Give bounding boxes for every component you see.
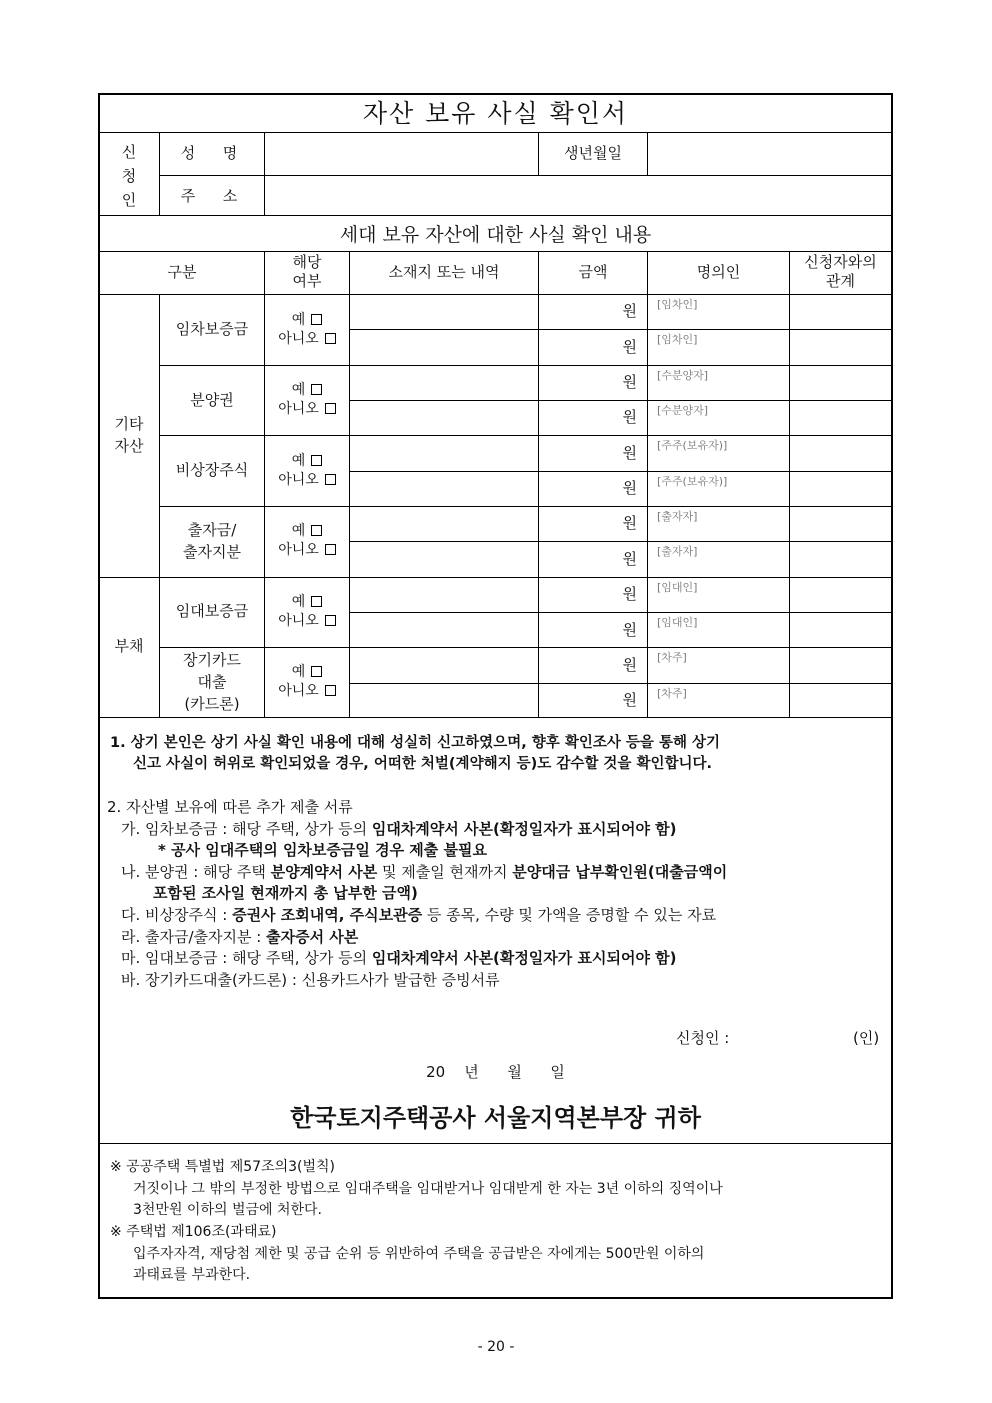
- item-lease-deposit: 임차보증금: [175, 320, 249, 338]
- note-2-ga: 가. 임차보증금 : 해당 주택, 상가 등의 임대차계약서 사본(확정일자가 표시되어야 함): [121, 820, 677, 838]
- item-card-loan: 장기카드 대출 (카드론): [183, 651, 241, 713]
- holder-hint: [출자자]: [657, 510, 698, 523]
- no-option[interactable]: 아니오: [265, 400, 349, 419]
- holder-hint: [수분양자]: [657, 369, 709, 382]
- no-option[interactable]: 아니오: [265, 541, 349, 560]
- checkbox-yes[interactable]: [311, 666, 322, 677]
- note-2-na: 나. 분양권 : 해당 주택 분양계약서 사본 및 제출일 현재까지 분양대금 납부확인원(대출금액이: [121, 863, 728, 881]
- amount-unit: 원: [622, 444, 637, 462]
- divider: [160, 365, 892, 366]
- applicable-presale-right: [265, 381, 349, 419]
- name-field[interactable]: [266, 134, 536, 173]
- note-2-ba: 바. 장기카드대출(카드론) : 신용카드사가 발급한 증빙서류: [121, 971, 500, 989]
- checkbox-yes[interactable]: [311, 314, 322, 325]
- col-holder: 명의인: [696, 263, 741, 281]
- no-option[interactable]: 아니오: [265, 471, 349, 490]
- col-location: 소재지 또는 내역: [388, 263, 500, 281]
- amount-unit: 원: [622, 479, 637, 497]
- col-amount: 금액: [578, 263, 608, 281]
- footer-1-title: ※ 공공주택 특별법 제57조의3(벌칙): [110, 1159, 336, 1175]
- page-number: - 20 -: [477, 1339, 515, 1355]
- applicable-unlisted-stock: [265, 452, 349, 490]
- holder-hint: [임대인]: [657, 581, 698, 594]
- divider: [350, 612, 892, 613]
- applicable-investment: [265, 522, 349, 560]
- divider: [350, 541, 892, 542]
- note-2-ga-note: * 공사 임대주택의 임차보증금일 경우 제출 불필요: [158, 841, 487, 859]
- checkbox-no[interactable]: [325, 685, 336, 696]
- no-option[interactable]: 아니오: [265, 612, 349, 631]
- section-title: 세대 보유 자산에 대한 사실 확인 내용: [339, 224, 652, 246]
- checkbox-no[interactable]: [325, 544, 336, 555]
- amount-unit: 원: [622, 656, 637, 674]
- applicable-lease-deposit: [265, 311, 349, 349]
- footer-2-line-2: 과태료를 부과한다.: [133, 1267, 251, 1283]
- note-2-na-line-2: 포함된 조사일 현재까지 총 납부한 금액): [153, 884, 418, 902]
- checkbox-no[interactable]: [325, 474, 336, 485]
- no-option[interactable]: 아니오: [265, 330, 349, 349]
- divider: [160, 647, 892, 648]
- divider: [160, 175, 892, 176]
- applicable-card-loan: [265, 663, 349, 701]
- applicable-rental-deposit: [265, 593, 349, 631]
- item-investment: 출자금/ 출자지분: [183, 521, 241, 561]
- name-label: 성 명: [180, 144, 244, 162]
- seal-mark: (인): [853, 1029, 880, 1047]
- holder-hint: [수분양자]: [657, 404, 709, 417]
- divider: [350, 471, 892, 472]
- holder-hint: [임대인]: [657, 616, 698, 629]
- divider: [264, 132, 265, 215]
- holder-hint: [차주]: [657, 687, 687, 700]
- divider: [647, 132, 648, 175]
- applicant-label: 신 청 인: [121, 143, 137, 209]
- item-presale-right: 분양권: [190, 391, 234, 409]
- item-rental-deposit: 임대보증금: [175, 602, 249, 620]
- amount-unit: 원: [622, 585, 637, 603]
- divider: [99, 251, 892, 252]
- divider: [99, 717, 892, 718]
- note-1-line-2: 신고 사실이 허위로 확인되었을 경우, 어떠한 처벌(계약해지 등)도 감수할 것을 확인합니다.: [133, 756, 713, 772]
- checkbox-yes[interactable]: [311, 525, 322, 536]
- yes-option[interactable]: 예: [265, 593, 349, 612]
- note-2-ma: 마. 임대보증금 : 해당 주택, 상가 등의 임대차계약서 사본(확정일자가 표시되어야 함): [121, 949, 677, 967]
- holder-hint: [임차인]: [657, 333, 698, 346]
- checkbox-yes[interactable]: [311, 455, 322, 466]
- col-applicable: 해당 여부: [292, 253, 322, 290]
- divider: [350, 400, 892, 401]
- amount-unit: 원: [622, 621, 637, 639]
- divider: [99, 215, 892, 216]
- date-line: 20 년 월 일: [426, 1063, 565, 1081]
- divider: [160, 506, 892, 507]
- checkbox-yes[interactable]: [311, 596, 322, 607]
- applicant-sign-field[interactable]: [745, 1026, 845, 1050]
- amount-unit: 원: [622, 550, 637, 568]
- amount-unit: 원: [622, 691, 637, 709]
- amount-unit: 원: [622, 302, 637, 320]
- divider: [99, 1143, 892, 1144]
- yes-option[interactable]: 예: [265, 452, 349, 471]
- address-label: 주 소: [180, 187, 244, 205]
- amount-unit: 원: [622, 514, 637, 532]
- form-title: 자산 보유 사실 확인서: [362, 99, 629, 128]
- yes-option[interactable]: 예: [265, 522, 349, 541]
- item-unlisted-stock: 비상장주식: [175, 461, 249, 479]
- divider: [350, 683, 892, 684]
- holder-hint: [임차인]: [657, 298, 698, 311]
- divider: [99, 577, 892, 578]
- amount-unit: 원: [622, 408, 637, 426]
- amount-unit: 원: [622, 373, 637, 391]
- holder-hint: [주주(보유자)]: [657, 439, 728, 452]
- checkbox-no[interactable]: [325, 403, 336, 414]
- footer-2-title: ※ 주택법 제106조(과태료): [110, 1224, 277, 1240]
- checkbox-no[interactable]: [325, 615, 336, 626]
- addressee: 한국토지주택공사 서울지역본부장 귀하: [290, 1104, 701, 1132]
- checkbox-no[interactable]: [325, 333, 336, 344]
- note-1-line-1: 1. 상기 본인은 상기 사실 확인 내용에 대해 성실히 신고하였으며, 향후 확인조사 등을 통해 상기: [110, 735, 721, 751]
- divider: [99, 294, 892, 295]
- yes-option[interactable]: 예: [265, 311, 349, 330]
- amount-unit: 원: [622, 338, 637, 356]
- group-other-assets: 기타 자산: [114, 415, 144, 455]
- divider: [160, 435, 892, 436]
- yes-option[interactable]: 예: [265, 663, 349, 682]
- checkbox-yes[interactable]: [311, 384, 322, 395]
- birth-field[interactable]: [649, 134, 890, 173]
- no-option[interactable]: 아니오: [265, 682, 349, 701]
- col-category: 구분: [167, 263, 197, 281]
- birth-label: 생년월일: [564, 144, 622, 162]
- footer-1-line-1: 거짓이나 그 밖의 부정한 방법으로 임대주택을 임대받거나 임대받게 한 자는 3년 이하의 징역이나: [133, 1181, 723, 1197]
- footer-1-line-2: 3천만원 이하의 벌금에 처한다.: [133, 1202, 322, 1218]
- footer-2-line-1: 입주자자격, 재당첨 제한 및 공급 순위 등 위반하여 주택을 공급받은 자에게는 500만원 이하의: [133, 1246, 705, 1262]
- note-2-ra: 라. 출자금/출자지분 : 출자증서 사본: [121, 928, 359, 946]
- applicant-sign-label: 신청인 :: [676, 1029, 730, 1047]
- divider: [350, 329, 892, 330]
- note-2-da: 다. 비상장주식 : 증권사 조회내역, 주식보관증 등 종목, 수량 및 가액을 증명할 수 있는 자료: [121, 906, 717, 924]
- divider: [99, 132, 892, 133]
- holder-hint: [주주(보유자)]: [657, 475, 728, 488]
- group-liabilities: 부채: [114, 637, 144, 655]
- yes-option[interactable]: 예: [265, 381, 349, 400]
- holder-hint: [차주]: [657, 651, 687, 664]
- address-field[interactable]: [266, 177, 890, 214]
- holder-hint: [출자자]: [657, 545, 698, 558]
- col-relation: 신청자와의 관계: [804, 253, 877, 290]
- note-2-title: 2. 자산별 보유에 따른 추가 제출 서류: [107, 798, 353, 816]
